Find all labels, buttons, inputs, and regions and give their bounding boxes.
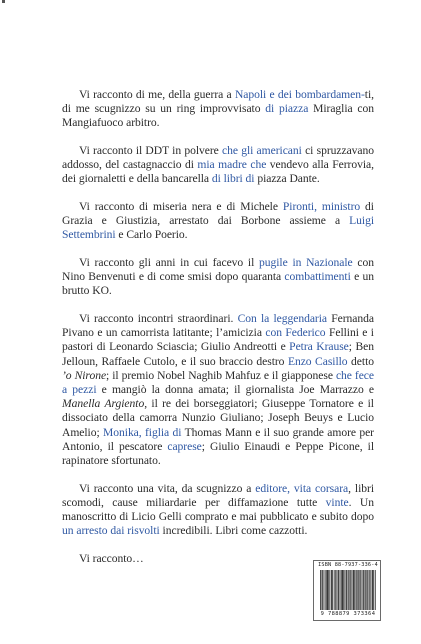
- text-run: incredibili. Libri come cazzotti.: [159, 524, 308, 538]
- text-run: Miraglia con Mangiafuoco arbitro.: [62, 102, 375, 130]
- ean-digits: 9 788879 373364: [320, 611, 376, 617]
- text-run: con Nino Benvenuti e di come smisi dopo quaranta: [62, 256, 374, 284]
- highlighted-text: editore, vita corsara: [255, 481, 349, 495]
- text-run: vendevo alla Ferrovia, dei giornaletti e della bancarella: [62, 158, 374, 186]
- barcode-label: [313, 560, 381, 621]
- text-run: Vi racconto gli anni in cui facevo il: [79, 256, 260, 269]
- text-run: Vi racconto di miseria nera e di Michele: [79, 200, 283, 213]
- text-run: Thomas Mann e il suo grande amore per Antonio, il pescatore: [62, 425, 374, 453]
- highlighted-text: caprese: [167, 439, 202, 453]
- paragraph: [62, 200, 374, 243]
- italic-text: ’o Nirone: [62, 368, 107, 382]
- highlighted-text: Petra Krause: [289, 340, 349, 354]
- paragraph: [62, 482, 374, 539]
- text-run: ti, di me scugnizzo su un ring improvvisato: [62, 88, 374, 116]
- text-run: di Grazia e Giustizia, arrestato dai Borbone assieme a: [62, 200, 374, 228]
- text-run: piazza Dante.: [254, 172, 320, 186]
- highlighted-text: combattimenti: [284, 270, 351, 284]
- text-run: Fernanda Pivano e un camorrista latitante; l’amicizia: [62, 312, 374, 340]
- highlighted-text: pugile in Nazionale: [259, 256, 353, 269]
- text-run: . Un manoscritto di Licio Gelli comprato e mai pubblicato e subito dopo: [62, 495, 374, 524]
- text-run: Vi racconto di me, della guerra a: [79, 88, 235, 101]
- barcode-bars: [320, 570, 376, 610]
- highlighted-text: un arresto dai risvolti: [62, 524, 160, 538]
- highlighted-text: mia madre che: [197, 158, 267, 172]
- text-run: ; Ben Jelloun, Raffaele Cutolo, e il suo braccio destro: [62, 340, 374, 368]
- isbn-number: ISBN 88-7937-336-4: [318, 562, 378, 568]
- text-run: e mangiò la donna amata; il giornalista Joe Marrazzo e: [96, 383, 374, 397]
- highlighted-text: di libri di: [211, 172, 255, 186]
- highlighted-text: Pironti, ministro: [282, 200, 361, 213]
- text-run: ; Giulio Einaudi e Peppe Picone, il rapinatore sfortunato.: [62, 439, 374, 468]
- highlighted-text: Con la leggendaria: [237, 312, 328, 325]
- paragraph: [62, 256, 374, 299]
- text-run: e un brutto KO.: [62, 270, 374, 298]
- text-run: ; il premio Nobel Naghib Mahfuz e il giapponese: [106, 368, 336, 382]
- text-run: Vi racconto il DDT in polvere: [79, 144, 223, 157]
- blurb-text: [62, 88, 374, 566]
- highlighted-text: vinte: [325, 495, 349, 509]
- highlighted-text: Napoli e dei bombardamen-: [234, 88, 365, 101]
- text-run: Fellini e i pastori di Leonardo Sciascia; Giulio Andreotti e: [62, 326, 374, 354]
- highlighted-text: Enzo Casillo: [287, 354, 348, 368]
- highlighted-text: Monika, figlia di: [103, 425, 182, 439]
- highlighted-text: di piazza: [265, 102, 309, 116]
- highlighted-text: con Federico: [265, 326, 326, 340]
- text-run: ci spruzzavano addosso, del castagnaccio di: [62, 144, 375, 172]
- italic-text: Manella Argiento: [62, 397, 145, 411]
- text-run: detto: [347, 354, 374, 368]
- highlighted-text: Luigi Settembrini: [62, 214, 374, 242]
- paragraph: [62, 144, 374, 187]
- paragraph: [62, 88, 374, 131]
- highlighted-text: che gli americani: [222, 144, 302, 157]
- paragraph: [62, 312, 374, 468]
- text-run: Vi racconto una vita, da scugnizzo a: [79, 481, 256, 495]
- text-run: , il re dei borseggiatori; Giuseppe Tornatore e il dissociato della camorra Nunzio Giuliano; Joseph Beuys e Lucio Amelio;: [62, 397, 374, 439]
- text-run: , libri scomodi, cause miliardarie per diffamazione tutte: [62, 481, 375, 509]
- text-run: e Carlo Poerio.: [115, 228, 188, 242]
- text-run: Vi racconto incontri straordinari.: [79, 312, 238, 325]
- crop-mark: [2, 0, 5, 3]
- highlighted-text: che fece a pezzi: [62, 368, 374, 397]
- text-run: Vi racconto…: [79, 551, 144, 565]
